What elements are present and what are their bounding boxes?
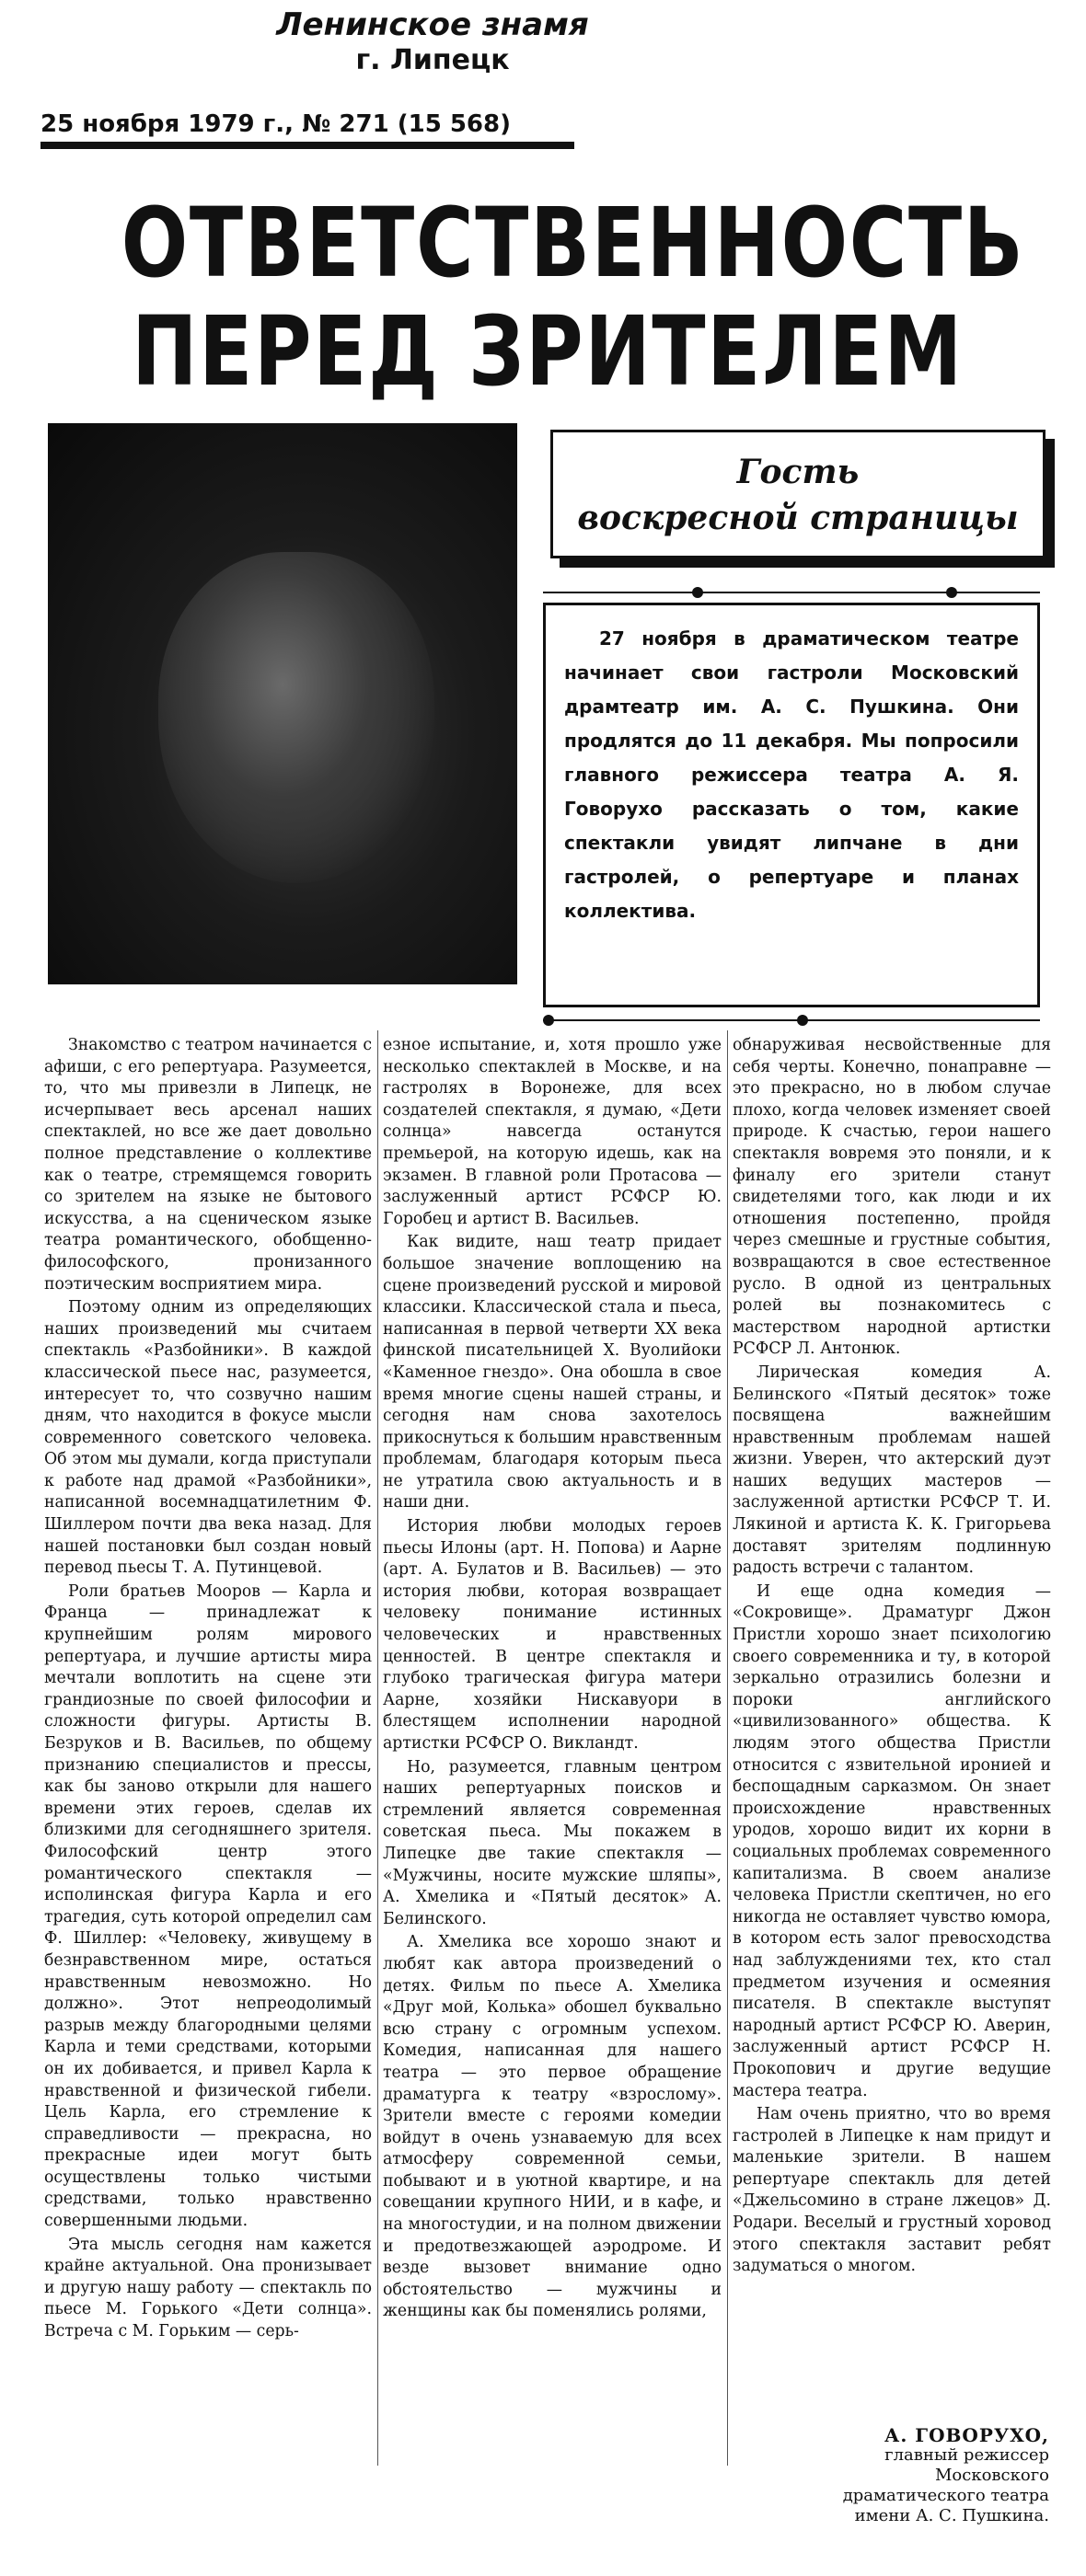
author-signature [791, 2425, 1049, 2526]
issue-dateline: 25 ноября 1979 г., № 271 (15 568) [40, 110, 574, 149]
author-title-line: главный режиссер [884, 2445, 1049, 2465]
paragraph: История любви молодых героев пьесы Илоны (арт. Н. Попова) и Аарне (арт. А. Булатов и В. Васильев) — это история любви, которая возвращает человеку понимание истинных человеческих и нравственных ценностей. В центре спектакля и глубоко трагическая фигура матери Аарне, хозяйки Нискавуори в блестящем исполнении народной артистки РСФСР О. Викландт. [383, 1517, 722, 1753]
paragraph: обнаруживая несвойственные для себя черты. Конечно, понаправне — это прекрасно, но в любом случае плохо, когда человек изменяет своей природе. К счастью, герои нашего спектакля вовремя это поняли, и к финалу его зрители станут свидетелями того, как люди и их отношения постепенно, пройдя через смешные и грустные события, возвращаются в свое естественное русло. В одной из центральных ролей вы познакомитесь с мастерством народной артистки РСФСР Л. Антонюк. [733, 1036, 1051, 1359]
bullet-dot [797, 1015, 808, 1026]
newspaper-city: г. Липецк [355, 44, 510, 76]
author-title-line: Московского драматического театра [842, 2466, 1049, 2505]
portrait-face [158, 552, 434, 883]
article-column-3 [733, 1035, 1051, 2280]
bullet-dot [543, 1015, 554, 1026]
paragraph: Но, разумеется, главным центром наших репертуарных поисков и стремлений является современная советская пьеса. Мы покажем в Липецке две такие спектакля — «Мужчины, носите мужские шляпы», А. Хмелика и «Пятый десяток» А. Белинского. [383, 1757, 722, 1928]
rubric-box [550, 430, 1046, 558]
rubric-line-2: воскресной страницы [577, 499, 1019, 537]
column-separator [727, 1030, 728, 2466]
bullet-dot [692, 587, 703, 598]
intro-lead-box: 27 ноября в драматическом театре начинает свои гастроли Московский драмтеатр им. А. С. Пушкина. Они продлятся до 11 декабря. Мы попросили главного режиссера театра А. Я. Говорухо рассказать о том, какие спектакли увидят липчане в дни гастролей, о репертуаре и планах коллектива. [543, 603, 1040, 1007]
article-column-2 [383, 1035, 722, 2325]
paragraph: езное испытание, и, хотя прошло уже несколько спектаклей в Москве, и на гастролях в Воронеже, для всех создателей спектакля, я думаю, «Дети солнца» навсегда останутся премьерой, на которую идешь, как на экзамен. В главной роли Протасова — заслуженный артист РСФСР Ю. Горобец и артист В. Васильев. [383, 1036, 722, 1228]
paragraph: Поэтому одним из определяющих наших произведений мы считаем спектакль «Разбойники». В каждой классической пьесе нас, разумеется, интересует то, что созвучно нашим дням, что находится в фокусе мысли современного советского человека. Об этом мы думали, когда приступали к работе над драмой «Разбойники», написанной восемнадцатилетним Ф. Шиллером почти два века назад. Для нашей постановки был создан новый перевод пьесы Т. А. Путинцевой. [44, 1298, 372, 1578]
paragraph: А. Хмелика все хорошо знают и любят как автора произведений о детях. Фильм по пьесе А. Хмелика «Друг мой, Колька» обошел буквально всю страну с огромным успехом. Комедия, написанная для нашего театра — это первое обращение драматурга к театру «взрослому». Зрители вместе с героями комедии войдут в очень узнаваемую для всех атмосферу современной семьи, побывают и в уютной квартире, и на совещании крупного НИИ, и в кафе, и на многостудии, и на полном движении и предотвезжающей аэродроме. И везде вызовет внимание одно обстоятельство — мужчины и женщины как бы поменялись ролями, [383, 1933, 722, 2321]
intro-bottom-rule [543, 1019, 1040, 1021]
portrait-photo [48, 423, 517, 984]
paragraph: Лирическая комедия А. Белинского «Пятый десяток» тоже посвящена важнейшим нравственным проблемам нашей жизни. Уверен, что актерский дуэт наших ведущих мастеров — заслуженной артистки РСФСР Т. И. Лякиной и артиста К. К. Григорьева доставят зрителям подлинную радость встречи с талантом. [733, 1363, 1051, 1578]
headline [121, 187, 1025, 408]
author-name: А. ГОВОРУХО, [884, 2424, 1049, 2446]
headline-line-2: ПЕРЕД ЗРИТЕЛЕМ [132, 295, 964, 408]
paragraph: Эта мысль сегодня нам кажется крайне актуальной. Она пронизывает и другую нашу работу — спектакль по пьесе М. Горького «Дети солнца». Встреча с М. Горьким — серь- [44, 2235, 372, 2341]
bullet-dot [946, 587, 957, 598]
rubric-line-1: Гость [736, 453, 860, 491]
newspaper-name: Ленинское знамя [276, 6, 589, 43]
paragraph: Роли братьев Мооров — Карла и Франца — принадлежат к крупнейшим ролям мирового репертуара, и лучшие артисты мира мечтали воплотить на сцене эти грандиозные по своей философии и сложности фигуры. Артисты В. Безруков и В. Васильев, по общему признанию специалистов и прессы, как бы заново открыли для нашего времени этих героев, сделав их близкими для сегодняшнего зрителя. Философский центр этого романтического спектакля — исполинская фигура Карла и его трагедия, суть которой определил сам Ф. Шиллер: «Человеку, живущему в безнравственном мире, остаться нравственным невозможно. Но должно». Этот непреодолимый разрыв между благородными целями Карла и теми средствами, которыми он их добивается, и привел Карла к нравственной и физической гибели. Цель Карла, его стремление к справедливости — прекрасна, но прекрасные идеи могут быть осуществлены только чистыми средствами, только нравственно совершенными людьми. [44, 1581, 372, 2231]
paragraph: Как видите, наш театр придает большое значение воплощению на сцене произведений русской и мировой классики. Классической стала и пьеса, написанная в первой четверти XX века финской писательницей X. Вуолийоки «Каменное гнездо». Она обошла в свое время многие сцены нашей страны, и сегодня нам снова захотелось прикоснуться к большим нравственным проблемам, благодаря которым пьеса не утратила свою актуальность и в наши дни. [383, 1233, 722, 1512]
masthead [267, 6, 598, 77]
paragraph: И еще одна комедия — «Сокровище». Драматург Джон Пристли хорошо знает психологию своего современника и ту, в которой зеркально отразились болезни и пороки английского «цивилизованного» общества. К людям этого общества Пристли относится с язвительной иронией и беспощадным сарказмом. Он знает происхождение нравственных уродов, хорошо видит их корни в социальных проблемах современного капитализма. В своем анализе человека Пристли скептичен, но его никогда не оставляет чувство юмора, в котором есть залог превосходства над заблуждениями тех, кто стал предметом изучения и осмеяния писателя. В спектакле выступят народный артист РСФСР Ю. Аверин, заслуженный артист РСФСР Н. Прокопович и другие ведущие мастера театра. [733, 1581, 1051, 2100]
paragraph: Знакомство с театром начинается с афиши, с его репертуара. Разумеется, то, что мы привезли в Липецк, не исчерпывает весь арсенал наших спектаклей, но все же дает довольно полное представление о коллективе как о театре, стремящемся говорить со зрителем на языке не бытового искусства, а на сценическом языке театра романтического, обобщенно-философского, пронизанного поэтическим восприятием мира. [44, 1036, 372, 1294]
column-separator [377, 1030, 378, 2466]
intro-top-rule [543, 592, 1040, 593]
article-column-1 [44, 1035, 372, 2345]
author-title-line: имени А. С. Пушкина. [854, 2506, 1049, 2525]
paragraph: Нам очень приятно, что во время гастролей в Липецке к нам придут и маленькие зрители. В нашем репертуаре спектакль для детей «Джельсомино в стране лжецов» Д. Родари. Веселый и грустный хоровод этого спектакля заставит ребят задуматься о многом. [733, 2105, 1051, 2276]
headline-line-1: ОТВЕТСТВЕННОСТЬ [121, 187, 1025, 299]
